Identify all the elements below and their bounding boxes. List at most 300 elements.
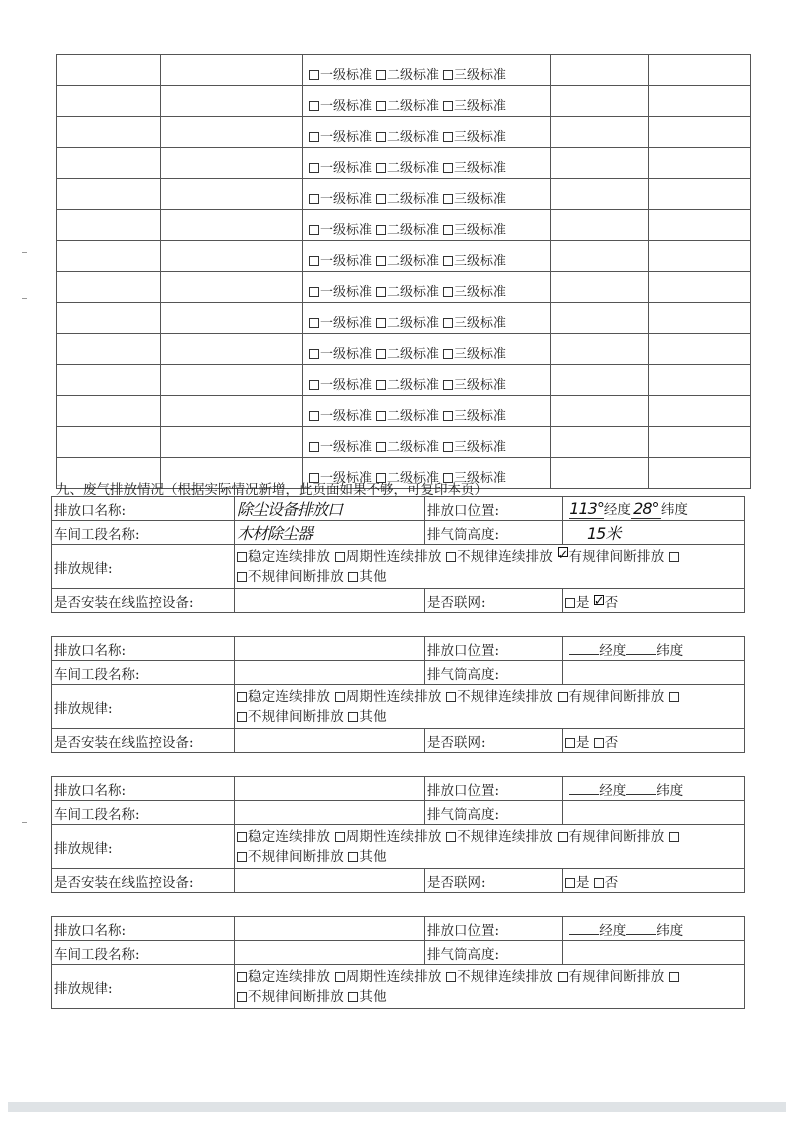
checkbox-icon[interactable] — [446, 552, 456, 562]
margin-mark — [22, 252, 27, 253]
latitude-label: 纬度 — [660, 502, 688, 518]
standard-option[interactable] — [443, 316, 506, 331]
checkbox-icon[interactable] — [376, 132, 386, 142]
outlet-row — [52, 637, 745, 661]
pattern-option[interactable] — [446, 829, 553, 845]
standard-option-label: 三级标准 — [454, 378, 507, 393]
standard-option[interactable] — [443, 285, 506, 300]
standards-cell — [161, 272, 303, 303]
checkbox-icon[interactable] — [309, 349, 319, 359]
pattern-option-label: 不规律间断排放 — [248, 568, 344, 585]
standards-cell — [551, 365, 649, 396]
checkbox-icon[interactable] — [237, 572, 247, 582]
standard-option[interactable] — [443, 254, 506, 269]
longitude-label: 经度 — [603, 502, 631, 518]
checkbox-icon[interactable] — [309, 411, 319, 421]
checkbox-icon[interactable] — [669, 972, 679, 982]
standards-cell — [649, 55, 751, 86]
standards-row — [57, 86, 751, 117]
longitude-label: 经度 — [599, 782, 627, 799]
pattern-options — [235, 545, 745, 589]
standard-option-label: 二级标准 — [387, 347, 440, 362]
standard-option[interactable] — [443, 130, 506, 145]
standard-option-label: 二级标准 — [387, 161, 440, 176]
standards-cell — [161, 365, 303, 396]
checkbox-icon[interactable] — [309, 70, 319, 80]
outlet-position-value[interactable] — [563, 777, 745, 801]
pattern-row — [52, 965, 745, 1009]
pattern-option[interactable] — [558, 549, 665, 565]
emission-block — [51, 916, 745, 1009]
checkbox-icon[interactable] — [558, 972, 568, 982]
standard-option-label: 二级标准 — [387, 99, 440, 114]
label-text: 是否联网: — [427, 594, 486, 611]
pattern-option[interactable] — [237, 689, 330, 705]
standard-option[interactable] — [376, 192, 439, 207]
standards-row — [57, 272, 751, 303]
standards-cell — [57, 334, 161, 365]
checkbox-icon[interactable] — [309, 256, 319, 266]
standard-option[interactable] — [309, 409, 372, 424]
label-text: 排放口名称: — [54, 502, 127, 519]
standard-option-label: 二级标准 — [387, 223, 440, 238]
checkbox-icon[interactable] — [376, 380, 386, 390]
latitude-value: 28° — [631, 499, 661, 519]
standards-row — [57, 210, 751, 241]
pattern-option-label: 不规律间断排放 — [248, 708, 344, 725]
pattern-option-label: 稳定连续排放 — [248, 548, 331, 565]
standards-cell — [57, 427, 161, 458]
pattern-option[interactable] — [335, 829, 442, 845]
pattern-option-label: 有规律间断排放 — [568, 968, 665, 985]
standard-option[interactable] — [443, 223, 506, 238]
standard-option-label: 一级标准 — [320, 285, 373, 300]
checkbox-icon[interactable] — [594, 738, 604, 748]
checkbox-icon[interactable] — [309, 101, 319, 111]
pattern-option-label: 有规律间断排放 — [568, 828, 665, 845]
checked-checkbox-icon[interactable]: ✓ — [593, 593, 605, 609]
stack-height-text: 15米 — [587, 524, 621, 543]
checkbox-icon[interactable] — [594, 878, 604, 888]
standard-option-label: 二级标准 — [387, 440, 440, 455]
standard-options — [303, 427, 551, 458]
pattern-option[interactable] — [237, 549, 330, 565]
standard-option-label: 一级标准 — [320, 192, 373, 207]
monitor-value[interactable] — [235, 869, 425, 893]
workshop-label — [52, 521, 235, 545]
standards-cell — [551, 210, 649, 241]
pattern-option[interactable] — [348, 989, 386, 1005]
checkbox-icon[interactable] — [446, 832, 456, 842]
checkbox-icon[interactable] — [443, 411, 453, 421]
checkbox-icon[interactable] — [376, 442, 386, 452]
checkbox-icon[interactable] — [376, 411, 386, 421]
checkbox-icon[interactable] — [237, 832, 247, 842]
pattern-label — [52, 685, 235, 729]
pattern-option[interactable] — [335, 689, 442, 705]
checkbox-icon[interactable] — [237, 712, 247, 722]
pattern-option[interactable] — [237, 569, 344, 585]
longitude-label: 经度 — [599, 642, 627, 659]
standard-option-label: 一级标准 — [320, 130, 373, 145]
standards-cell — [551, 241, 649, 272]
checkbox-icon[interactable] — [558, 692, 568, 702]
checkbox-icon[interactable] — [446, 972, 456, 982]
monitor-value[interactable] — [235, 589, 425, 613]
stack-height-value[interactable] — [563, 661, 745, 685]
monitor-value[interactable] — [235, 729, 425, 753]
standards-cell — [649, 117, 751, 148]
standards-row — [57, 427, 751, 458]
pattern-options — [235, 965, 745, 1009]
checkbox-icon[interactable] — [376, 318, 386, 328]
checkbox-icon[interactable] — [237, 972, 247, 982]
checkbox-icon[interactable] — [309, 442, 319, 452]
standard-options — [303, 303, 551, 334]
checkbox-icon[interactable] — [309, 225, 319, 235]
outlet-position-label — [425, 917, 563, 941]
checkbox-icon[interactable] — [443, 318, 453, 328]
standards-cell — [57, 210, 161, 241]
checkbox-icon[interactable] — [348, 992, 358, 1002]
standard-option[interactable] — [309, 347, 372, 362]
networked-label — [425, 869, 563, 893]
label-text: 排放规律: — [54, 840, 113, 857]
pattern-option[interactable] — [237, 849, 344, 865]
standards-cell — [161, 148, 303, 179]
networked-options — [563, 869, 745, 893]
checkbox-icon[interactable] — [558, 832, 568, 842]
standard-option[interactable] — [309, 285, 372, 300]
checkbox-icon[interactable] — [669, 692, 679, 702]
label-text: 排放规律: — [54, 980, 113, 997]
standards-row — [57, 117, 751, 148]
checkbox-icon[interactable] — [237, 852, 247, 862]
networked-options — [563, 589, 745, 613]
checkbox-icon[interactable] — [237, 552, 247, 562]
workshop-label — [52, 941, 235, 965]
standards-cell — [649, 210, 751, 241]
checkbox-icon[interactable] — [309, 380, 319, 390]
checkbox-icon[interactable] — [309, 194, 319, 204]
checkbox-icon[interactable] — [443, 163, 453, 173]
networked-yes-option[interactable] — [565, 595, 590, 611]
checkbox-icon[interactable] — [446, 692, 456, 702]
yes-label: 是 — [576, 874, 590, 891]
checkbox-icon[interactable] — [335, 832, 345, 842]
standard-options — [303, 365, 551, 396]
standards-cell — [649, 272, 751, 303]
standard-option[interactable] — [443, 409, 506, 424]
networked-no-option[interactable] — [594, 735, 619, 751]
standards-cell — [551, 86, 649, 117]
checkbox-icon[interactable] — [309, 318, 319, 328]
standard-option[interactable] — [376, 409, 439, 424]
networked-yes-option[interactable] — [565, 875, 590, 891]
pattern-option[interactable] — [446, 549, 553, 565]
standards-cell — [551, 303, 649, 334]
standard-option[interactable] — [376, 68, 439, 83]
standard-options — [303, 241, 551, 272]
pattern-option[interactable] — [558, 829, 665, 845]
standard-option[interactable] — [376, 161, 439, 176]
checkbox-icon[interactable] — [443, 349, 453, 359]
standards-cell — [551, 55, 649, 86]
standards-cell — [551, 117, 649, 148]
pattern-option-label: 不规律间断排放 — [248, 848, 344, 865]
outlet-name-value[interactable] — [235, 637, 425, 661]
stack-height-label — [425, 521, 563, 545]
checkbox-icon[interactable] — [237, 992, 247, 1002]
outlet-position-label — [425, 637, 563, 661]
standard-option-label: 一级标准 — [320, 471, 373, 486]
networked-no-option[interactable] — [594, 875, 619, 891]
standards-cell — [649, 148, 751, 179]
stack-height-value[interactable] — [563, 941, 745, 965]
checkbox-icon[interactable] — [376, 349, 386, 359]
standard-option-label: 二级标准 — [387, 130, 440, 145]
standard-option[interactable] — [309, 316, 372, 331]
checkbox-icon[interactable] — [376, 101, 386, 111]
standard-option[interactable] — [443, 347, 506, 362]
pattern-option-label: 不规律间断排放 — [248, 988, 344, 1005]
standard-option-label: 一级标准 — [320, 223, 373, 238]
outlet-position-value[interactable] — [563, 637, 745, 661]
standard-option[interactable] — [443, 440, 506, 455]
standards-cell — [551, 148, 649, 179]
standard-option[interactable] — [443, 378, 506, 393]
checked-checkbox-icon[interactable]: ✓ — [557, 547, 569, 563]
pattern-option[interactable] — [348, 569, 386, 585]
outlet-row — [52, 917, 745, 941]
networked-yes-option[interactable] — [565, 735, 590, 751]
workshop-value[interactable] — [235, 801, 425, 825]
checkbox-icon[interactable] — [376, 194, 386, 204]
standard-option-label: 三级标准 — [454, 192, 507, 207]
pattern-option[interactable] — [348, 849, 386, 865]
checkbox-icon[interactable] — [335, 692, 345, 702]
stack-height-label — [425, 941, 563, 965]
standard-option[interactable] — [376, 254, 439, 269]
monitor-row — [52, 589, 745, 613]
standards-cell — [551, 427, 649, 458]
stack-height-value[interactable] — [563, 521, 745, 545]
checkbox-icon[interactable] — [376, 225, 386, 235]
pattern-option[interactable] — [558, 689, 665, 705]
label-text: 车间工段名称: — [54, 526, 140, 543]
pattern-options — [235, 685, 745, 729]
standards-cell — [649, 241, 751, 272]
standards-row — [57, 241, 751, 272]
checkbox-icon[interactable] — [237, 692, 247, 702]
standard-option[interactable] — [376, 130, 439, 145]
checkbox-icon[interactable] — [443, 70, 453, 80]
standards-row — [57, 303, 751, 334]
stack-height-value[interactable] — [563, 801, 745, 825]
outlet-position-value[interactable] — [563, 497, 745, 521]
standard-option-label: 一级标准 — [320, 347, 373, 362]
checkbox-icon[interactable] — [565, 598, 575, 608]
standards-cell — [161, 55, 303, 86]
standard-option[interactable] — [309, 99, 372, 114]
latitude-label: 纬度 — [656, 642, 684, 659]
standards-cell — [57, 117, 161, 148]
checkbox-icon[interactable] — [443, 442, 453, 452]
workshop-value[interactable] — [235, 521, 425, 545]
standard-option[interactable] — [309, 161, 372, 176]
standard-options — [303, 334, 551, 365]
standard-option[interactable] — [376, 316, 439, 331]
standard-option[interactable] — [443, 68, 506, 83]
label-text: 车间工段名称: — [54, 946, 140, 963]
standard-option-label: 三级标准 — [454, 99, 507, 114]
checkbox-icon[interactable] — [443, 194, 453, 204]
standard-option[interactable] — [309, 254, 372, 269]
standard-option[interactable] — [443, 192, 506, 207]
standards-cell — [649, 365, 751, 396]
standards-cell — [649, 179, 751, 210]
standard-option[interactable] — [376, 378, 439, 393]
standard-option-label: 一级标准 — [320, 440, 373, 455]
no-label: 否 — [604, 874, 619, 891]
outlet-position-label — [425, 497, 563, 521]
checkbox-icon[interactable] — [443, 132, 453, 142]
outlet-position-value[interactable] — [563, 917, 745, 941]
outlet-name-label — [52, 637, 235, 661]
standards-cell — [551, 396, 649, 427]
label-text: 排气筒高度: — [427, 526, 500, 543]
label-text: 车间工段名称: — [54, 666, 140, 683]
outlet-row — [52, 777, 745, 801]
checkbox-icon[interactable] — [443, 287, 453, 297]
workshop-row — [52, 801, 745, 825]
standards-cell — [161, 179, 303, 210]
standards-cell — [551, 272, 649, 303]
pattern-option[interactable] — [558, 969, 665, 985]
standard-option[interactable] — [309, 440, 372, 455]
standard-option-label: 一级标准 — [320, 316, 373, 331]
workshop-label — [52, 801, 235, 825]
no-label: 否 — [604, 594, 619, 611]
pattern-option[interactable] — [335, 549, 442, 565]
standard-options — [303, 272, 551, 303]
standard-option[interactable] — [376, 99, 439, 114]
standard-option-label: 三级标准 — [454, 68, 507, 83]
standards-cell — [161, 427, 303, 458]
checkbox-icon[interactable] — [443, 380, 453, 390]
checkbox-icon[interactable] — [348, 712, 358, 722]
standard-option[interactable] — [309, 130, 372, 145]
standards-cell — [161, 303, 303, 334]
section-title: 九、废气排放情况（根据实际情况新增，此页面如果不够，可复印本页） — [56, 482, 488, 498]
pattern-option-label: 稳定连续排放 — [248, 828, 331, 845]
checkbox-icon[interactable] — [376, 70, 386, 80]
outlet-position-label — [425, 777, 563, 801]
pattern-option[interactable] — [237, 709, 344, 725]
scan-footer-bar — [8, 1102, 786, 1112]
standard-option[interactable] — [376, 285, 439, 300]
label-text: 排气筒高度: — [427, 946, 500, 963]
workshop-value[interactable] — [235, 661, 425, 685]
checkbox-icon[interactable] — [443, 225, 453, 235]
standard-option[interactable] — [309, 378, 372, 393]
standards-row — [57, 55, 751, 86]
standard-option[interactable] — [309, 68, 372, 83]
checkbox-icon[interactable] — [565, 738, 575, 748]
checkbox-icon[interactable] — [309, 287, 319, 297]
pattern-option[interactable] — [335, 969, 442, 985]
checkbox-icon[interactable] — [376, 287, 386, 297]
checkbox-icon[interactable] — [443, 256, 453, 266]
checkbox-icon[interactable] — [565, 878, 575, 888]
workshop-row — [52, 661, 745, 685]
label-text: 排气筒高度: — [427, 666, 500, 683]
networked-no-option[interactable] — [594, 595, 619, 611]
checkbox-icon[interactable] — [443, 101, 453, 111]
standards-cell — [161, 117, 303, 148]
checkbox-icon[interactable] — [335, 552, 345, 562]
standard-option[interactable] — [376, 347, 439, 362]
pattern-option[interactable] — [237, 989, 344, 1005]
checkbox-icon[interactable] — [309, 132, 319, 142]
standards-cell — [57, 179, 161, 210]
pattern-label — [52, 965, 235, 1009]
checkbox-icon[interactable] — [335, 972, 345, 982]
standard-option[interactable] — [309, 223, 372, 238]
checkbox-icon[interactable] — [348, 572, 358, 582]
pattern-option[interactable] — [237, 829, 330, 845]
standards-cell — [57, 396, 161, 427]
label-text: 排放规律: — [54, 700, 113, 717]
checkbox-icon[interactable] — [348, 852, 358, 862]
latitude-value — [626, 934, 656, 935]
latitude-value — [626, 794, 656, 795]
pattern-option[interactable] — [348, 709, 386, 725]
latitude-label: 纬度 — [656, 782, 684, 799]
outlet-name-value[interactable] — [235, 497, 425, 521]
standard-option[interactable] — [309, 192, 372, 207]
standard-option[interactable] — [376, 223, 439, 238]
outlet-name-value[interactable] — [235, 917, 425, 941]
standard-option-label: 三级标准 — [454, 161, 507, 176]
standard-option-label: 三级标准 — [454, 285, 507, 300]
longitude-value — [569, 654, 599, 655]
standard-option[interactable] — [376, 440, 439, 455]
checkbox-icon[interactable] — [376, 256, 386, 266]
standard-option[interactable] — [443, 99, 506, 114]
standard-option-label: 三级标准 — [454, 316, 507, 331]
standard-option-label: 三级标准 — [454, 409, 507, 424]
workshop-value[interactable] — [235, 941, 425, 965]
standards-cell — [161, 86, 303, 117]
checkbox-icon[interactable] — [669, 552, 679, 562]
label-text: 是否安装在线监控设备: — [54, 594, 194, 611]
workshop-row — [52, 941, 745, 965]
pattern-option[interactable] — [446, 969, 553, 985]
pattern-option[interactable] — [237, 969, 330, 985]
monitor-label — [52, 869, 235, 893]
pattern-option-label: 有规律间断排放 — [568, 548, 665, 565]
checkbox-icon[interactable] — [669, 832, 679, 842]
standard-option[interactable] — [443, 161, 506, 176]
standards-cell — [649, 458, 751, 489]
checkbox-icon[interactable] — [376, 163, 386, 173]
outlet-name-value[interactable] — [235, 777, 425, 801]
pattern-option[interactable] — [446, 689, 553, 705]
standard-option-label: 一级标准 — [320, 378, 373, 393]
monitor-row — [52, 729, 745, 753]
checkbox-icon[interactable] — [309, 163, 319, 173]
